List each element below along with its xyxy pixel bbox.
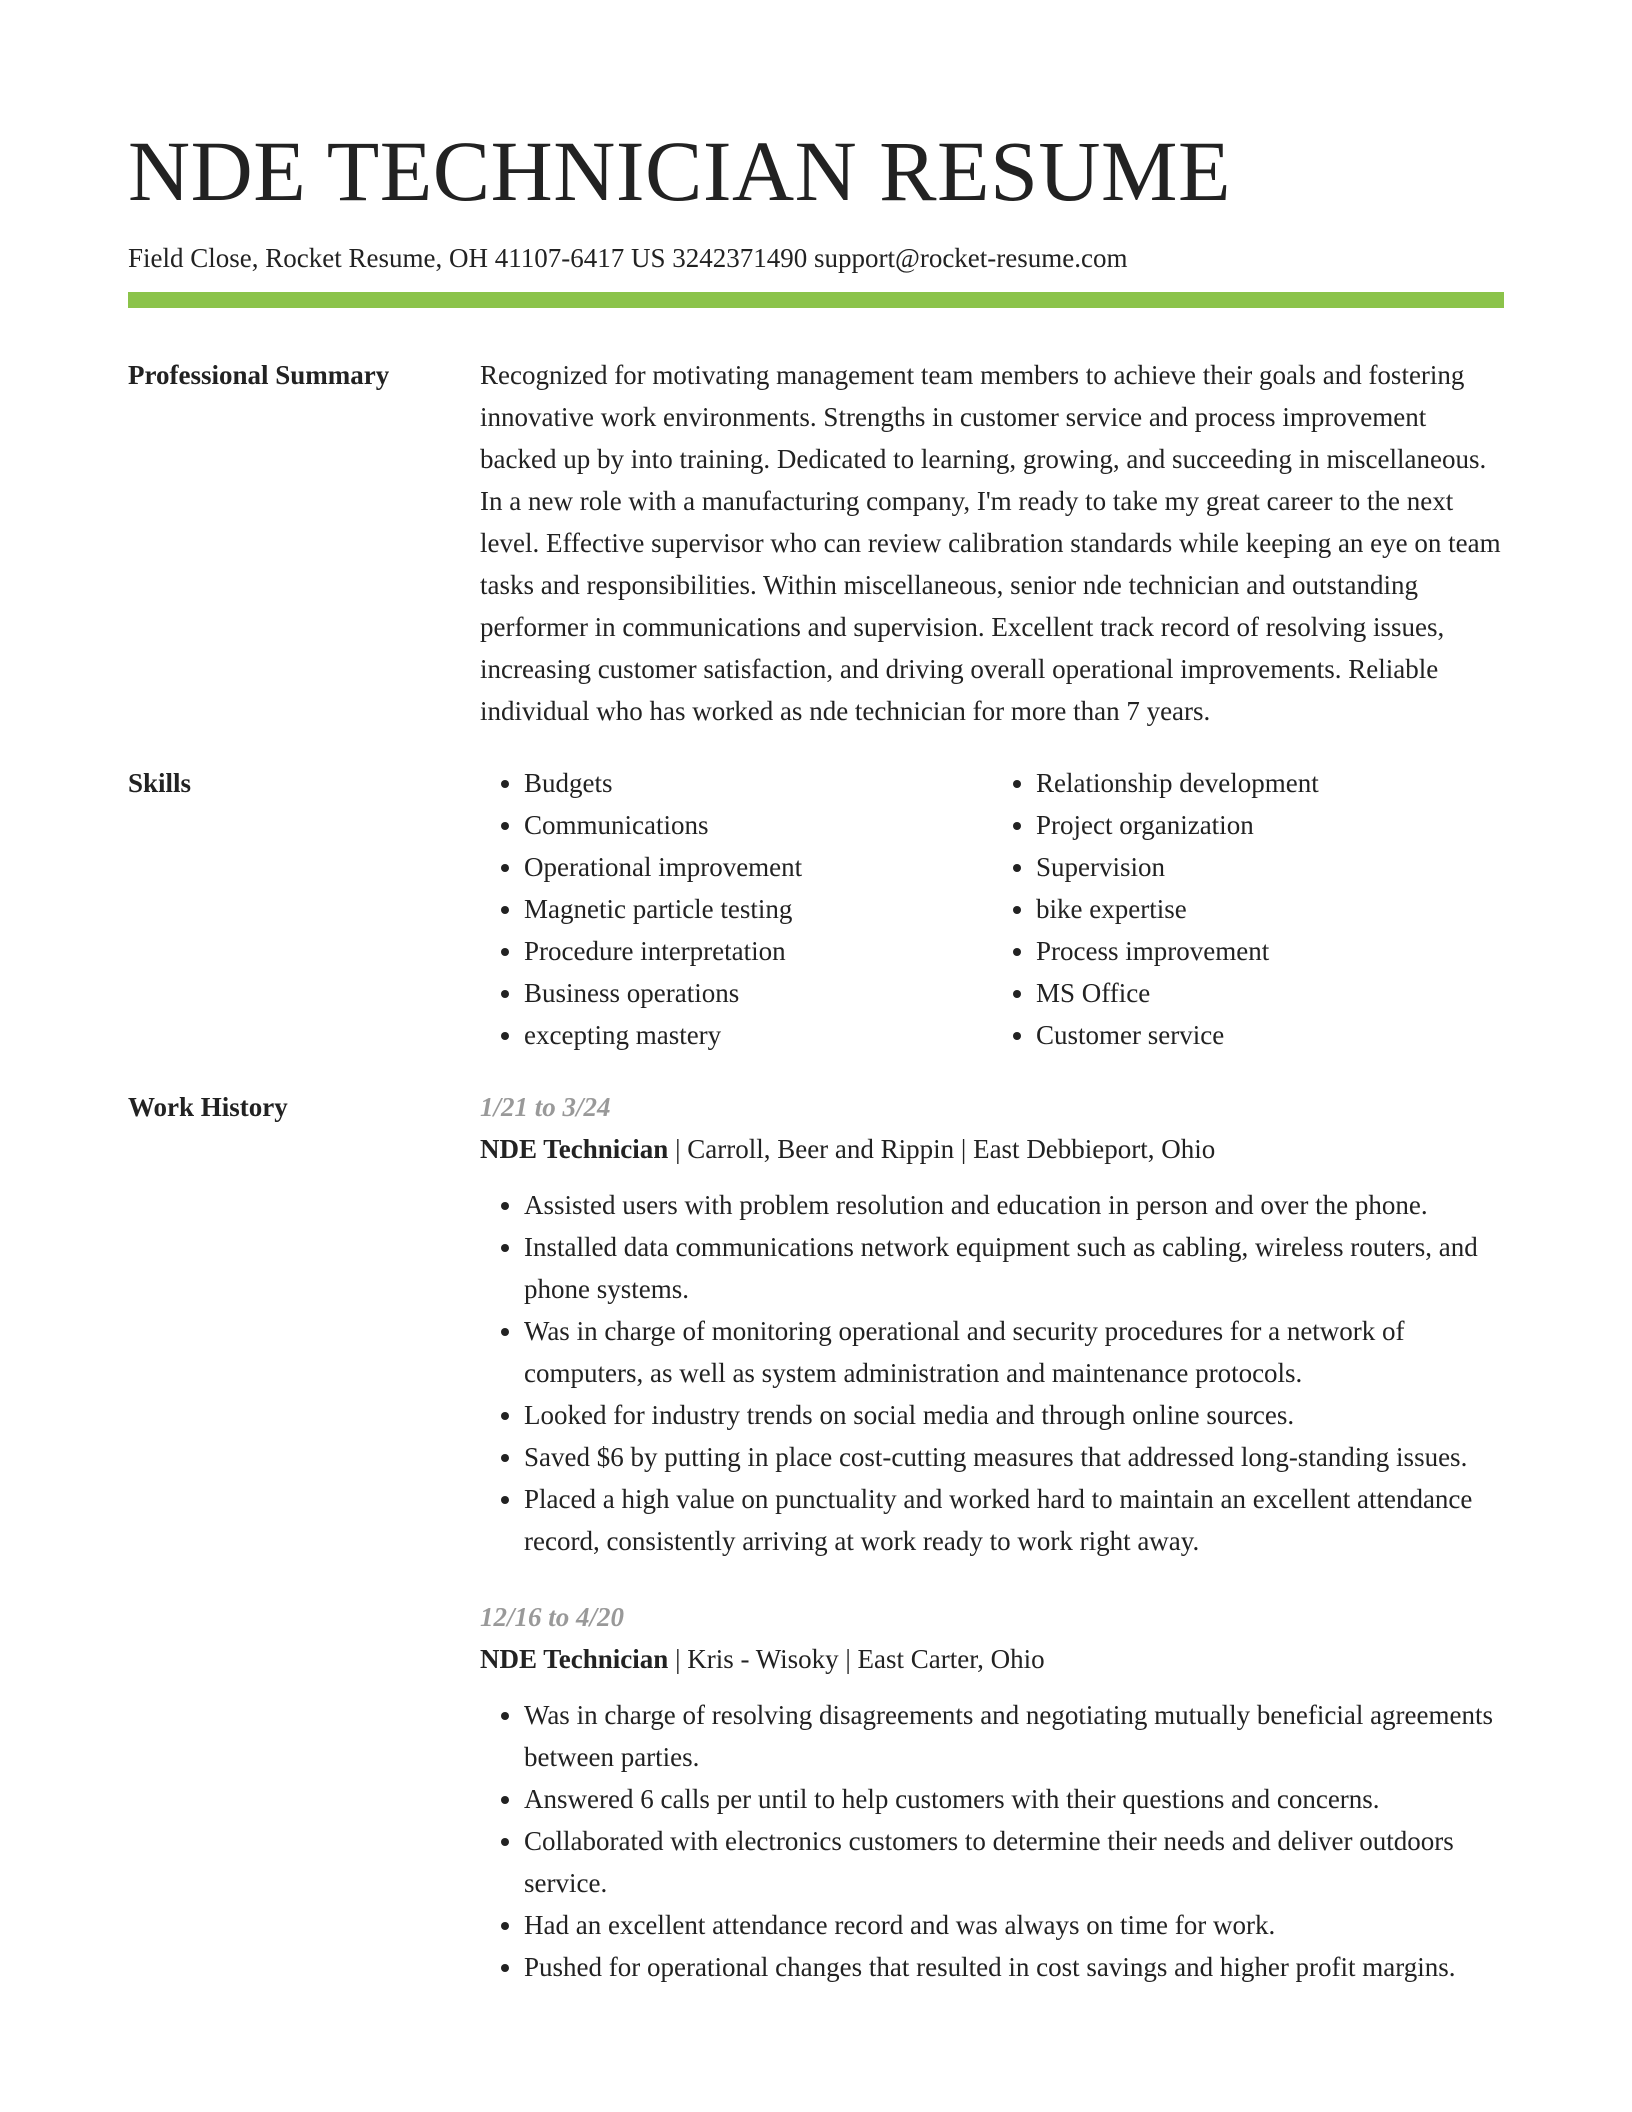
summary-section: [128, 354, 1504, 732]
separator: |: [960, 1134, 974, 1164]
job-dates: 1/21 to 3/24: [480, 1092, 611, 1122]
job-bullets: [480, 1694, 1504, 1988]
skill-item: • Communications: [524, 804, 992, 846]
resume-title: NDE TECHNICIAN RESUME: [128, 123, 1232, 219]
job-bullet: • Had an excellent attendance record and was always on time for work.: [524, 1904, 1504, 1946]
header-divider: [128, 292, 1504, 308]
skill-item: • Budgets: [524, 762, 992, 804]
job-bullet: • Saved $6 by putting in place cost-cutting measures that addressed long-standing issues.: [524, 1436, 1504, 1478]
skill-item: • excepting mastery: [524, 1014, 992, 1056]
skills-section: [128, 762, 1504, 1056]
job-entry: [480, 1596, 1504, 1988]
job-location: East Carter, Ohio: [857, 1644, 1045, 1674]
skills-list-left: [480, 762, 992, 1056]
job-bullet: • Assisted users with problem resolution and education in person and over the phone.: [524, 1184, 1504, 1226]
work-history-label: Work History: [128, 1092, 288, 1122]
skill-item: • Relationship development: [1036, 762, 1504, 804]
job-title: NDE Technician: [480, 1134, 669, 1164]
job-bullet: • Collaborated with electronics customers to determine their needs and deliver outdoors service.: [524, 1820, 1504, 1904]
skills-label: Skills: [128, 768, 192, 798]
skill-item: • Magnetic particle testing: [524, 888, 992, 930]
skill-item: • bike expertise: [1036, 888, 1504, 930]
job-company: Carroll, Beer and Rippin: [687, 1134, 955, 1164]
skill-item: • Process improvement: [1036, 930, 1504, 972]
job-bullet: • Installed data communications network equipment such as cabling, wireless routers, and phone systems.: [524, 1226, 1504, 1310]
skill-item: • Supervision: [1036, 846, 1504, 888]
contact-email: support@rocket-resume.com: [813, 243, 1128, 273]
skills-list-right: [992, 762, 1504, 1056]
summary-label: Professional Summary: [128, 360, 390, 390]
skill-item: • Procedure interpretation: [524, 930, 992, 972]
contact-line: [128, 238, 1504, 278]
job-header: [480, 1128, 1504, 1170]
job-title: NDE Technician: [480, 1644, 669, 1674]
separator: |: [675, 1644, 688, 1674]
job-bullet: • Pushed for operational changes that resulted in cost savings and higher profit margins.: [524, 1946, 1504, 1988]
work-history-section: [128, 1086, 1504, 2022]
job-company: Kris - Wisoky: [687, 1644, 839, 1674]
summary-text: Recognized for motivating management team members to achieve their goals and fostering innovative work environments. Strengths in customer service and process improvement backed up by into training. Dedicated to learning, growing, and succeeding in miscellaneous. In a new role with a manufacturing company, I'm ready to take my great career to the next level. Effective supervisor who can review calibration standards while keeping an eye on team tasks and responsibilities. Within miscellaneous, senior nde technician and outstanding performer in communications and supervision. Excellent track record of resolving issues, increasing customer satisfaction, and driving overall operational improvements. Reliable individual who has worked as nde technician for more than 7 years.: [480, 360, 1501, 726]
skill-item: • Project organization: [1036, 804, 1504, 846]
skill-item: • Business operations: [524, 972, 992, 1014]
skill-item: • MS Office: [1036, 972, 1504, 1014]
job-header: [480, 1638, 1504, 1680]
job-bullet: • Placed a high value on punctuality and worked hard to maintain an excellent attendance record, consistently arriving at work ready to work right away.: [524, 1478, 1504, 1562]
contact-address: Field Close, Rocket Resume, OH 41107-6417 US: [128, 243, 666, 273]
separator: |: [675, 1134, 688, 1164]
skill-item: • Customer service: [1036, 1014, 1504, 1056]
separator: |: [845, 1644, 858, 1674]
job-bullet: • Was in charge of resolving disagreements and negotiating mutually beneficial agreements between parties.: [524, 1694, 1504, 1778]
job-entry: [480, 1086, 1504, 1562]
job-bullet: • Looked for industry trends on social media and through online sources.: [524, 1394, 1504, 1436]
job-bullet: • Was in charge of monitoring operational and security procedures for a network of computers, as well as system administration and maintenance protocols.: [524, 1310, 1504, 1394]
contact-phone: 3242371490: [672, 243, 808, 273]
skill-item: • Operational improvement: [524, 846, 992, 888]
job-bullets: [480, 1184, 1504, 1562]
job-location: East Debbieport, Ohio: [973, 1134, 1216, 1164]
job-bullet: • Answered 6 calls per until to help customers with their questions and concerns.: [524, 1778, 1504, 1820]
job-dates: 12/16 to 4/20: [480, 1602, 625, 1632]
